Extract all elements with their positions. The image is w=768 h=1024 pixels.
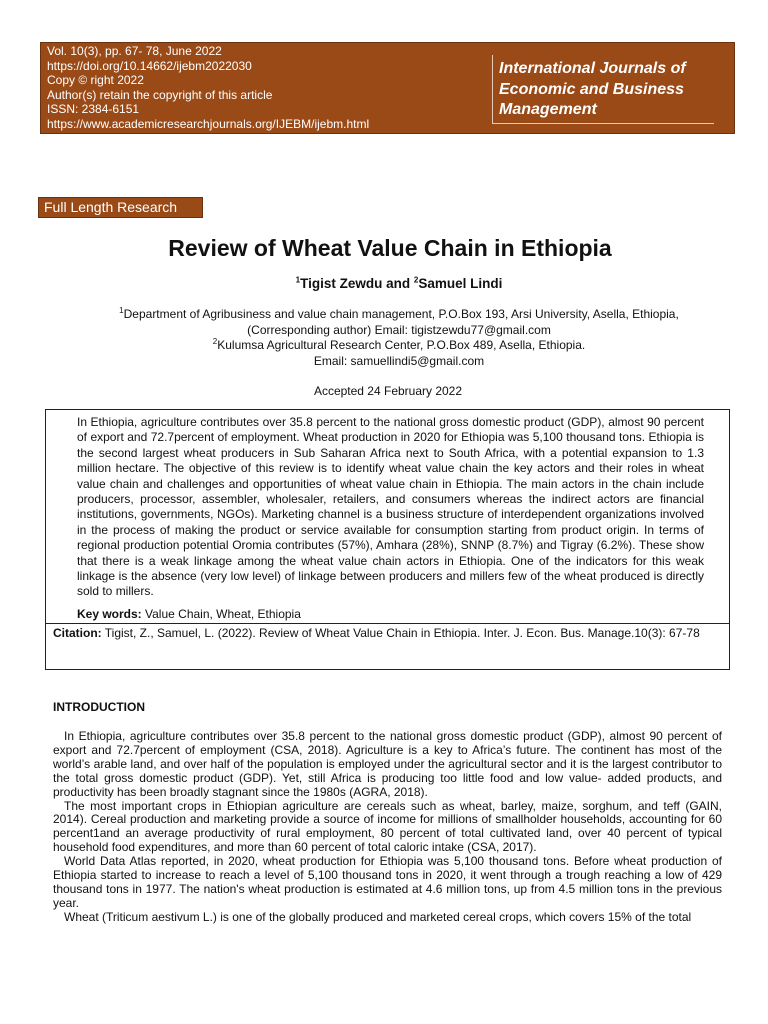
article-type-badge: Full Length Research bbox=[38, 197, 203, 218]
author-rights: Author(s) retain the copyright of this article bbox=[47, 87, 273, 102]
affiliation-2-text: Kulumsa Agricultural Research Center, P.O.Box 489, Asella, Ethiopia. bbox=[217, 338, 586, 352]
affiliation-2-superscript: 2 bbox=[212, 337, 218, 346]
issn: ISSN: 2384-6151 bbox=[47, 102, 140, 117]
author-list bbox=[0, 274, 768, 294]
author-2-name: Samuel Lindi bbox=[418, 276, 503, 291]
accepted-date: Accepted 24 February 2022 bbox=[313, 384, 463, 398]
citation-label: Citation: bbox=[53, 626, 102, 640]
introduction-heading: INTRODUCTION bbox=[53, 700, 145, 714]
paragraph: World Data Atlas reported, in 2020, wheat production for Ethiopia was 5,100 thousand tons. Before wheat production of Ethiopia started to increase to reach a level of 5,100 thousand tons in 2020, it went through a trough reaching a low of 429 thousand tons in 1977. The nation's wheat production is estimated at 4.6 million tons, up from 4.5 million tons in the previous year. bbox=[53, 854, 722, 910]
author-1-superscript: 1 bbox=[295, 275, 301, 285]
volume-info: Vol. 10(3), pp. 67- 78, June 2022 bbox=[47, 44, 222, 58]
abstract-divider bbox=[46, 623, 729, 624]
keywords-values: Value Chain, Wheat, Ethiopia bbox=[141, 607, 301, 621]
article-metadata bbox=[47, 44, 369, 132]
journal-name-line-1: International Journals of bbox=[499, 60, 686, 77]
journal-header bbox=[40, 42, 735, 134]
affiliation-1-superscript: 1 bbox=[119, 306, 124, 315]
author-2-email: Email: samuellindi5@gmail.com bbox=[313, 353, 485, 368]
copyright-line: Copy © right 2022 bbox=[47, 73, 144, 88]
journal-url[interactable]: https://www.academicresearchjournals.org/IJEBM/ijebm.html bbox=[47, 116, 370, 131]
author-2-superscript: 2 bbox=[413, 275, 419, 285]
introduction-body bbox=[53, 730, 722, 925]
paper-title: Review of Wheat Value Chain in Ethiopia bbox=[168, 235, 612, 261]
abstract-text: In Ethiopia, agriculture contributes over 35.8 percent to the national gross domestic product (GDP), almost 90 percent of export and 72.7percent of employment. Wheat production in 2020 for Ethiopia was 5,100 thousand tons. Ethiopia is the second largest wheat producers in Sub Saharan Africa next to South Africa, with a potential expansion to 1.3 million hectare. The objective of this review is to identify wheat value chain the key actors and their roles in wheat value chain and challenges and opportunities of wheat value chain in Ethiopia. The main actors in the chain include producers, processor, assembler, wholesaler, retailers, and consumers whereas the indirect actors are financial institutions, governments, NGOs). Marketing channel is a business structure of interdependent organizations involved in the process of making the product or service available for consumption starting from product origin. In terms of regional production potential Oromia contributes (57%), Amhara (28%), SNNP (8.7%) and Tigray (6.2%). These show that there is a weak linkage among the wheat value chain actors in Ethiopia. One of the indicators for this weak linkage is the absence (very low level) of linkage between producers and millers few of the wheat produced is directly sold to millers. bbox=[77, 415, 704, 599]
citation bbox=[53, 626, 725, 642]
paragraph: Wheat (Triticum aestivum L.) is one of the globally produced and marketed cereal crops, which covers 15% of the total bbox=[64, 909, 692, 924]
paragraph: In Ethiopia, agriculture contributes over 35.8 percent to the national gross domestic product (GDP), almost 90 percent of export and 72.7percent of employment (CSA, 2018). Agriculture is a key to Africa’s future. The continent has most of the world’s arable land, and over half of the population is employed under the agricultural sector and it is the largest contributor to the total gross domestic product (GDP). Yet, still Africa is producing too little food and low value- added products, and productivity has been broadly stagnant since the 1980s (AGRA, 2018). bbox=[53, 729, 722, 799]
citation-text: Tigist, Z., Samuel, L. (2022). Review of Wheat Value Chain in Ethiopia. Inter. J. Econ. Bus. Manage.10(3): 67-78 bbox=[101, 626, 700, 640]
journal-name bbox=[499, 59, 686, 121]
affiliation-2 bbox=[0, 338, 768, 354]
paragraph: The most important crops in Ethiopian agriculture are cereals such as wheat, barley, maize, sorghum, and teff (GAIN, 2014). Cereal production and marketing provide a source of income for millions of smallholder households, accounting for 60 percent1and an average productivity of rural employment, 80 percent of total cultivated land, over 40 percent of typical household food expenditures, and more than 60 percent of total caloric intake (CSA, 2017). bbox=[53, 798, 722, 855]
journal-name-line-2: Economic and Business bbox=[499, 80, 684, 98]
abstract-box bbox=[45, 409, 730, 670]
journal-divider-horizontal bbox=[492, 123, 714, 124]
affiliations bbox=[0, 307, 768, 369]
author-1-name: Tigist Zewdu and bbox=[300, 276, 414, 291]
keywords-label: Key words: bbox=[77, 607, 142, 621]
doi-link[interactable]: https://doi.org/10.14662/ijebm2022030 bbox=[47, 58, 252, 73]
keywords bbox=[77, 607, 704, 622]
journal-divider-vertical bbox=[492, 55, 493, 123]
corresponding-email: (Corresponding author) Email: tigistzewdu77@gmail.com bbox=[247, 322, 551, 337]
journal-name-line-3: Management bbox=[499, 101, 597, 118]
affiliation-1 bbox=[0, 307, 768, 323]
affiliation-1-text: Department of Agribusiness and value chain management, P.O.Box 193, Arsi University, Asella, Ethiopia, bbox=[123, 307, 679, 321]
